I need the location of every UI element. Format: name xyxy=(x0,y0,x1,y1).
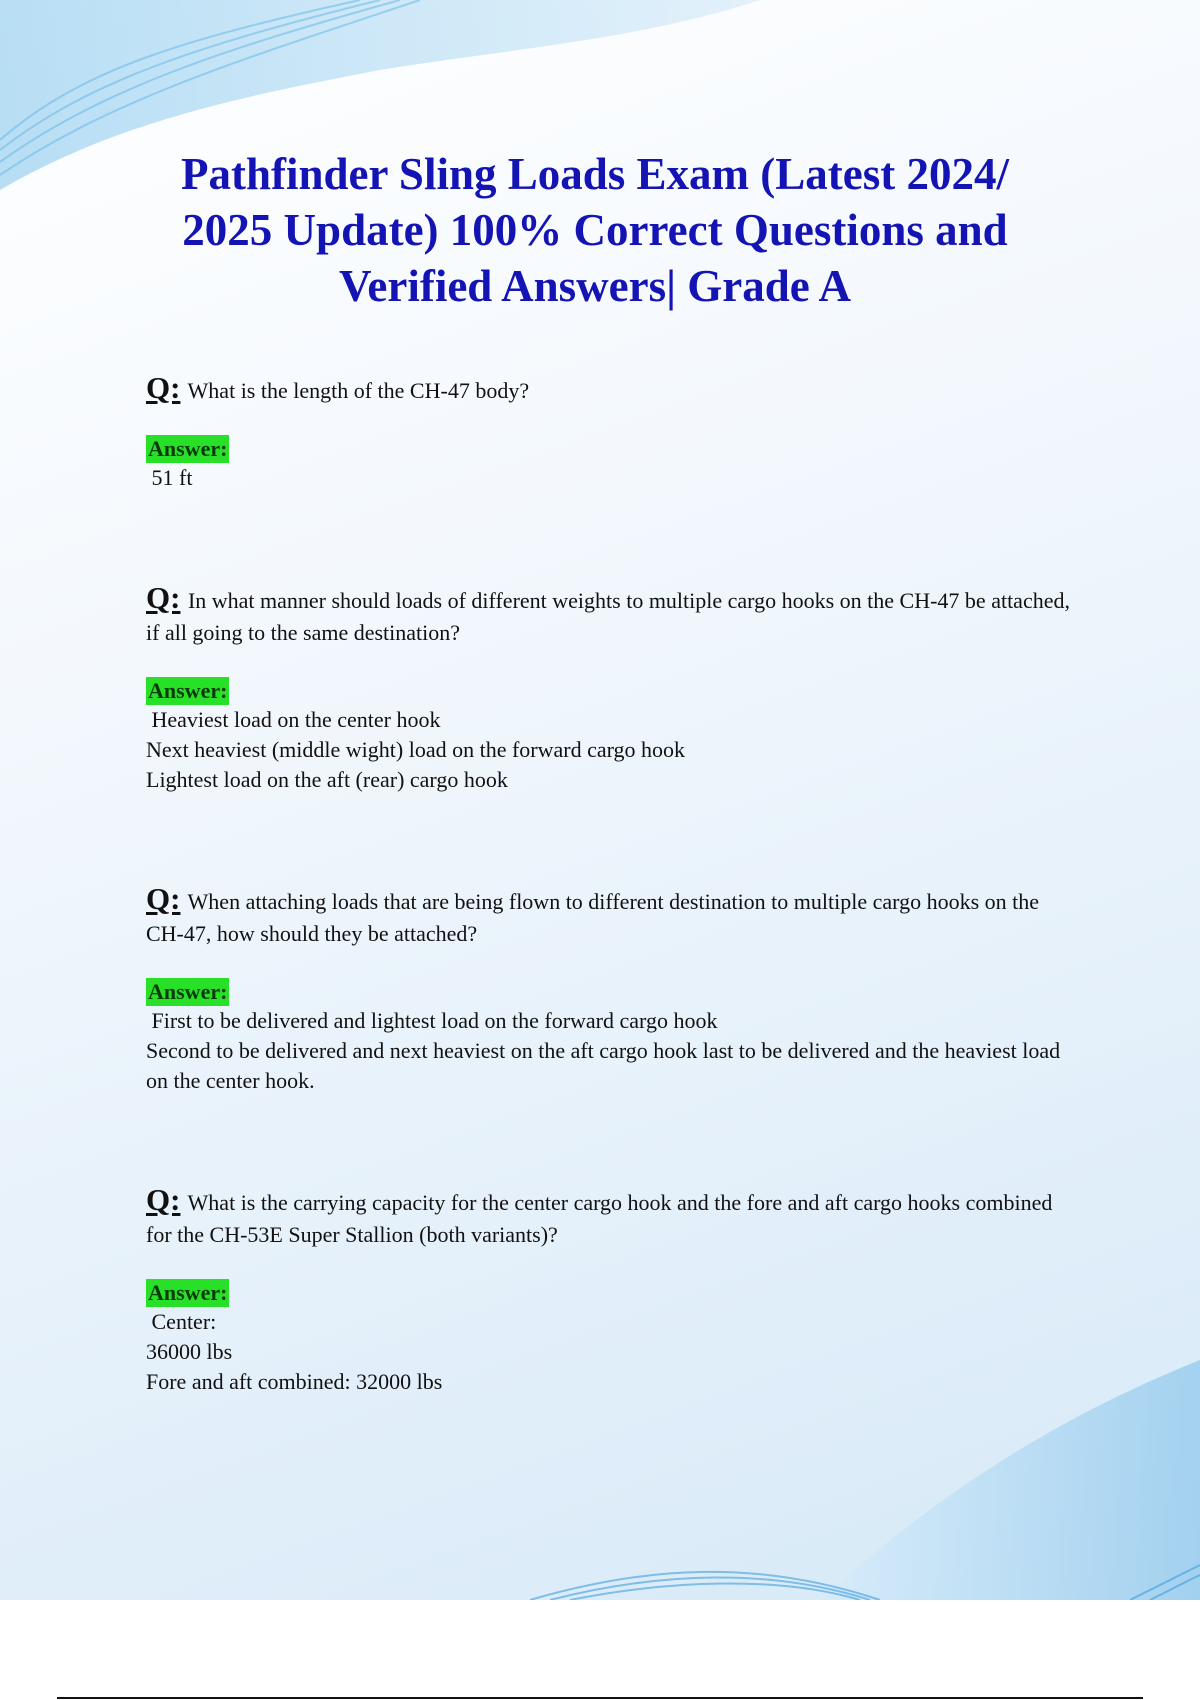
qa-item-4 xyxy=(146,1184,1076,1397)
question-label: Q: xyxy=(146,370,181,405)
question-label: Q: xyxy=(146,1182,181,1217)
answer-line: Center: xyxy=(146,1309,217,1334)
question-text xyxy=(146,1184,1076,1251)
question-body: What is the length of the CH-47 body? xyxy=(187,378,530,403)
qa-item-2 xyxy=(146,582,1076,795)
answer-label: Answer: xyxy=(148,1280,228,1305)
question-body: In what manner should loads of different weights to multiple cargo hooks on the CH-47 be attached, if all going to the same destination? xyxy=(146,588,1070,645)
answer-line: Fore and aft combined: 32000 lbs xyxy=(146,1369,443,1394)
question-text xyxy=(146,372,1076,407)
document-title: Pathfinder Sling Loads Exam (Latest 2024/ 2025 Update) 100% Correct Questions and Verified Answers| Grade A xyxy=(181,149,1009,311)
answer-label: Answer: xyxy=(148,678,228,703)
answer-line: Next heaviest (middle wight) load on the forward cargo hook xyxy=(146,737,686,762)
answer-text xyxy=(146,705,1076,795)
answer-text xyxy=(146,1307,1076,1397)
answer-line: Second to be delivered and next heaviest on the aft cargo hook last to be delivered and the heaviest load on the center hook. xyxy=(146,1038,1061,1093)
answer-line: 51 ft xyxy=(146,465,193,490)
answer-line: Heaviest load on the center hook xyxy=(146,707,441,732)
question-label: Q: xyxy=(146,580,181,615)
question-body: What is the carrying capacity for the center cargo hook and the fore and aft cargo hooks combined for the CH-53E Super Stallion (both variants)? xyxy=(146,1190,1053,1247)
footer-divider xyxy=(57,1697,1143,1699)
answer-text xyxy=(146,463,1076,493)
qa-item-1 xyxy=(146,372,1076,493)
qa-item-3 xyxy=(146,883,1076,1096)
answer-text xyxy=(146,1006,1076,1096)
question-text xyxy=(146,582,1076,649)
question-body: When attaching loads that are being flown to different destination to multiple cargo hooks on the CH-47, how should they be attached? xyxy=(146,889,1040,946)
question-label: Q: xyxy=(146,881,181,916)
answer-label: Answer: xyxy=(148,979,228,1004)
question-text xyxy=(146,883,1076,950)
answer-line: Lightest load on the aft (rear) cargo hook xyxy=(146,767,508,792)
answer-line: 36000 lbs xyxy=(146,1339,233,1364)
answer-line: First to be delivered and lightest load on the forward cargo hook xyxy=(146,1008,718,1033)
answer-label: Answer: xyxy=(148,436,228,461)
